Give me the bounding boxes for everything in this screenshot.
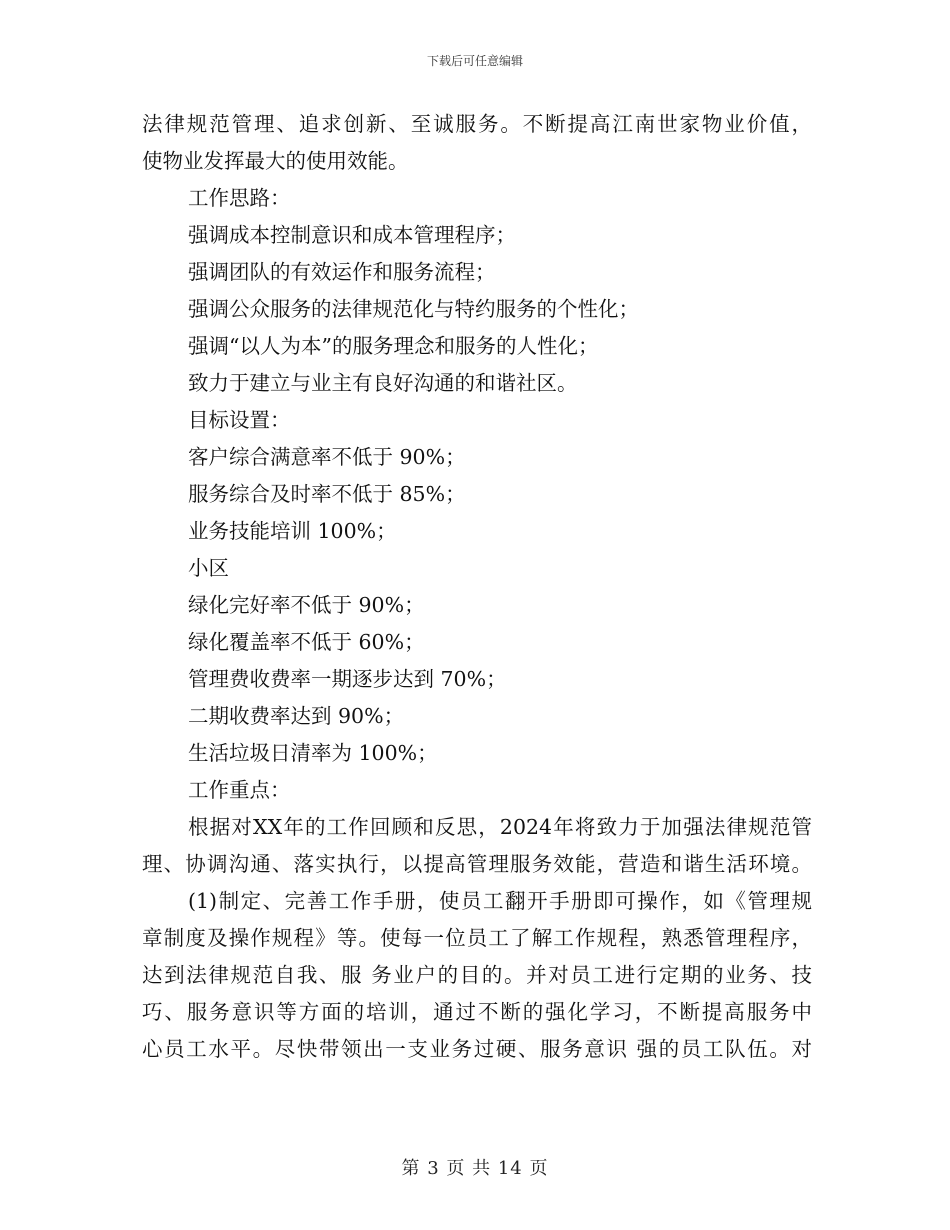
page-footer: 第 3 页 共 14 页: [401, 1158, 549, 1179]
text-line: 工作思路：: [188, 186, 291, 210]
text-line: 服务综合及时率不低于 85%；: [188, 482, 466, 506]
text-line: 强调成本控制意识和成本管理程序；: [188, 223, 516, 247]
text-line: 心员工水平。尽快带领出一支业务过硬、服务意识 强的员工队伍。对: [142, 1037, 812, 1061]
text-line: 巧、服务意识等方面的培训，通过不断的强化学习，不断提高服务中: [142, 1000, 812, 1024]
text-line: 致力于建立与业主有良好沟通的和谐社区。: [188, 371, 578, 395]
text-line: 法律规范管理、追求创新、至诚服务。不断提高江南世家物业价值，: [142, 112, 812, 136]
text-line: 使物业发挥最大的使用效能。: [142, 149, 409, 173]
text-line: 管理费收费率一期逐步达到 70%；: [188, 667, 507, 691]
text-line: 业务技能培训 100%；: [188, 519, 397, 543]
text-line: 理、协调沟通、落实执行，以提高管理服务效能，营造和谐生活环境。: [142, 852, 812, 876]
text-line: 绿化覆盖率不低于 60%；: [188, 630, 425, 654]
text-line: 客户综合满意率不低于 90%；: [188, 445, 466, 469]
text-line: 章制度及操作规程》等。使每一位员工了解工作规程，熟悉管理程序，: [142, 926, 812, 950]
document-body: [142, 106, 812, 1068]
text-line: 绿化完好率不低于 90%；: [188, 593, 425, 617]
text-line: 生活垃圾日清率为 100%；: [188, 741, 438, 765]
text-line: 达到法律规范自我、服 务业户的目的。并对员工进行定期的业务、技: [142, 963, 812, 987]
text-line: 目标设置：: [188, 408, 291, 432]
page-header: 下载后可任意编辑: [426, 54, 523, 68]
text-line: 二期收费率达到 90%；: [188, 704, 405, 728]
text-line: 强调团队的有效运作和服务流程；: [188, 260, 496, 284]
text-line: (1)制定、完善工作手册，使员工翻开手册即可操作，如《管理规: [188, 889, 812, 913]
text-line: 小区: [188, 556, 229, 580]
text-line: 根据对XX年的工作回顾和反思，2024年将致力于加强法律规范管: [188, 815, 812, 839]
text-line: 强调公众服务的法律规范化与特约服务的个性化；: [188, 297, 639, 321]
text-line: 强调“以人为本”的服务理念和服务的人性化；: [188, 334, 599, 358]
text-line: 工作重点：: [188, 778, 291, 802]
